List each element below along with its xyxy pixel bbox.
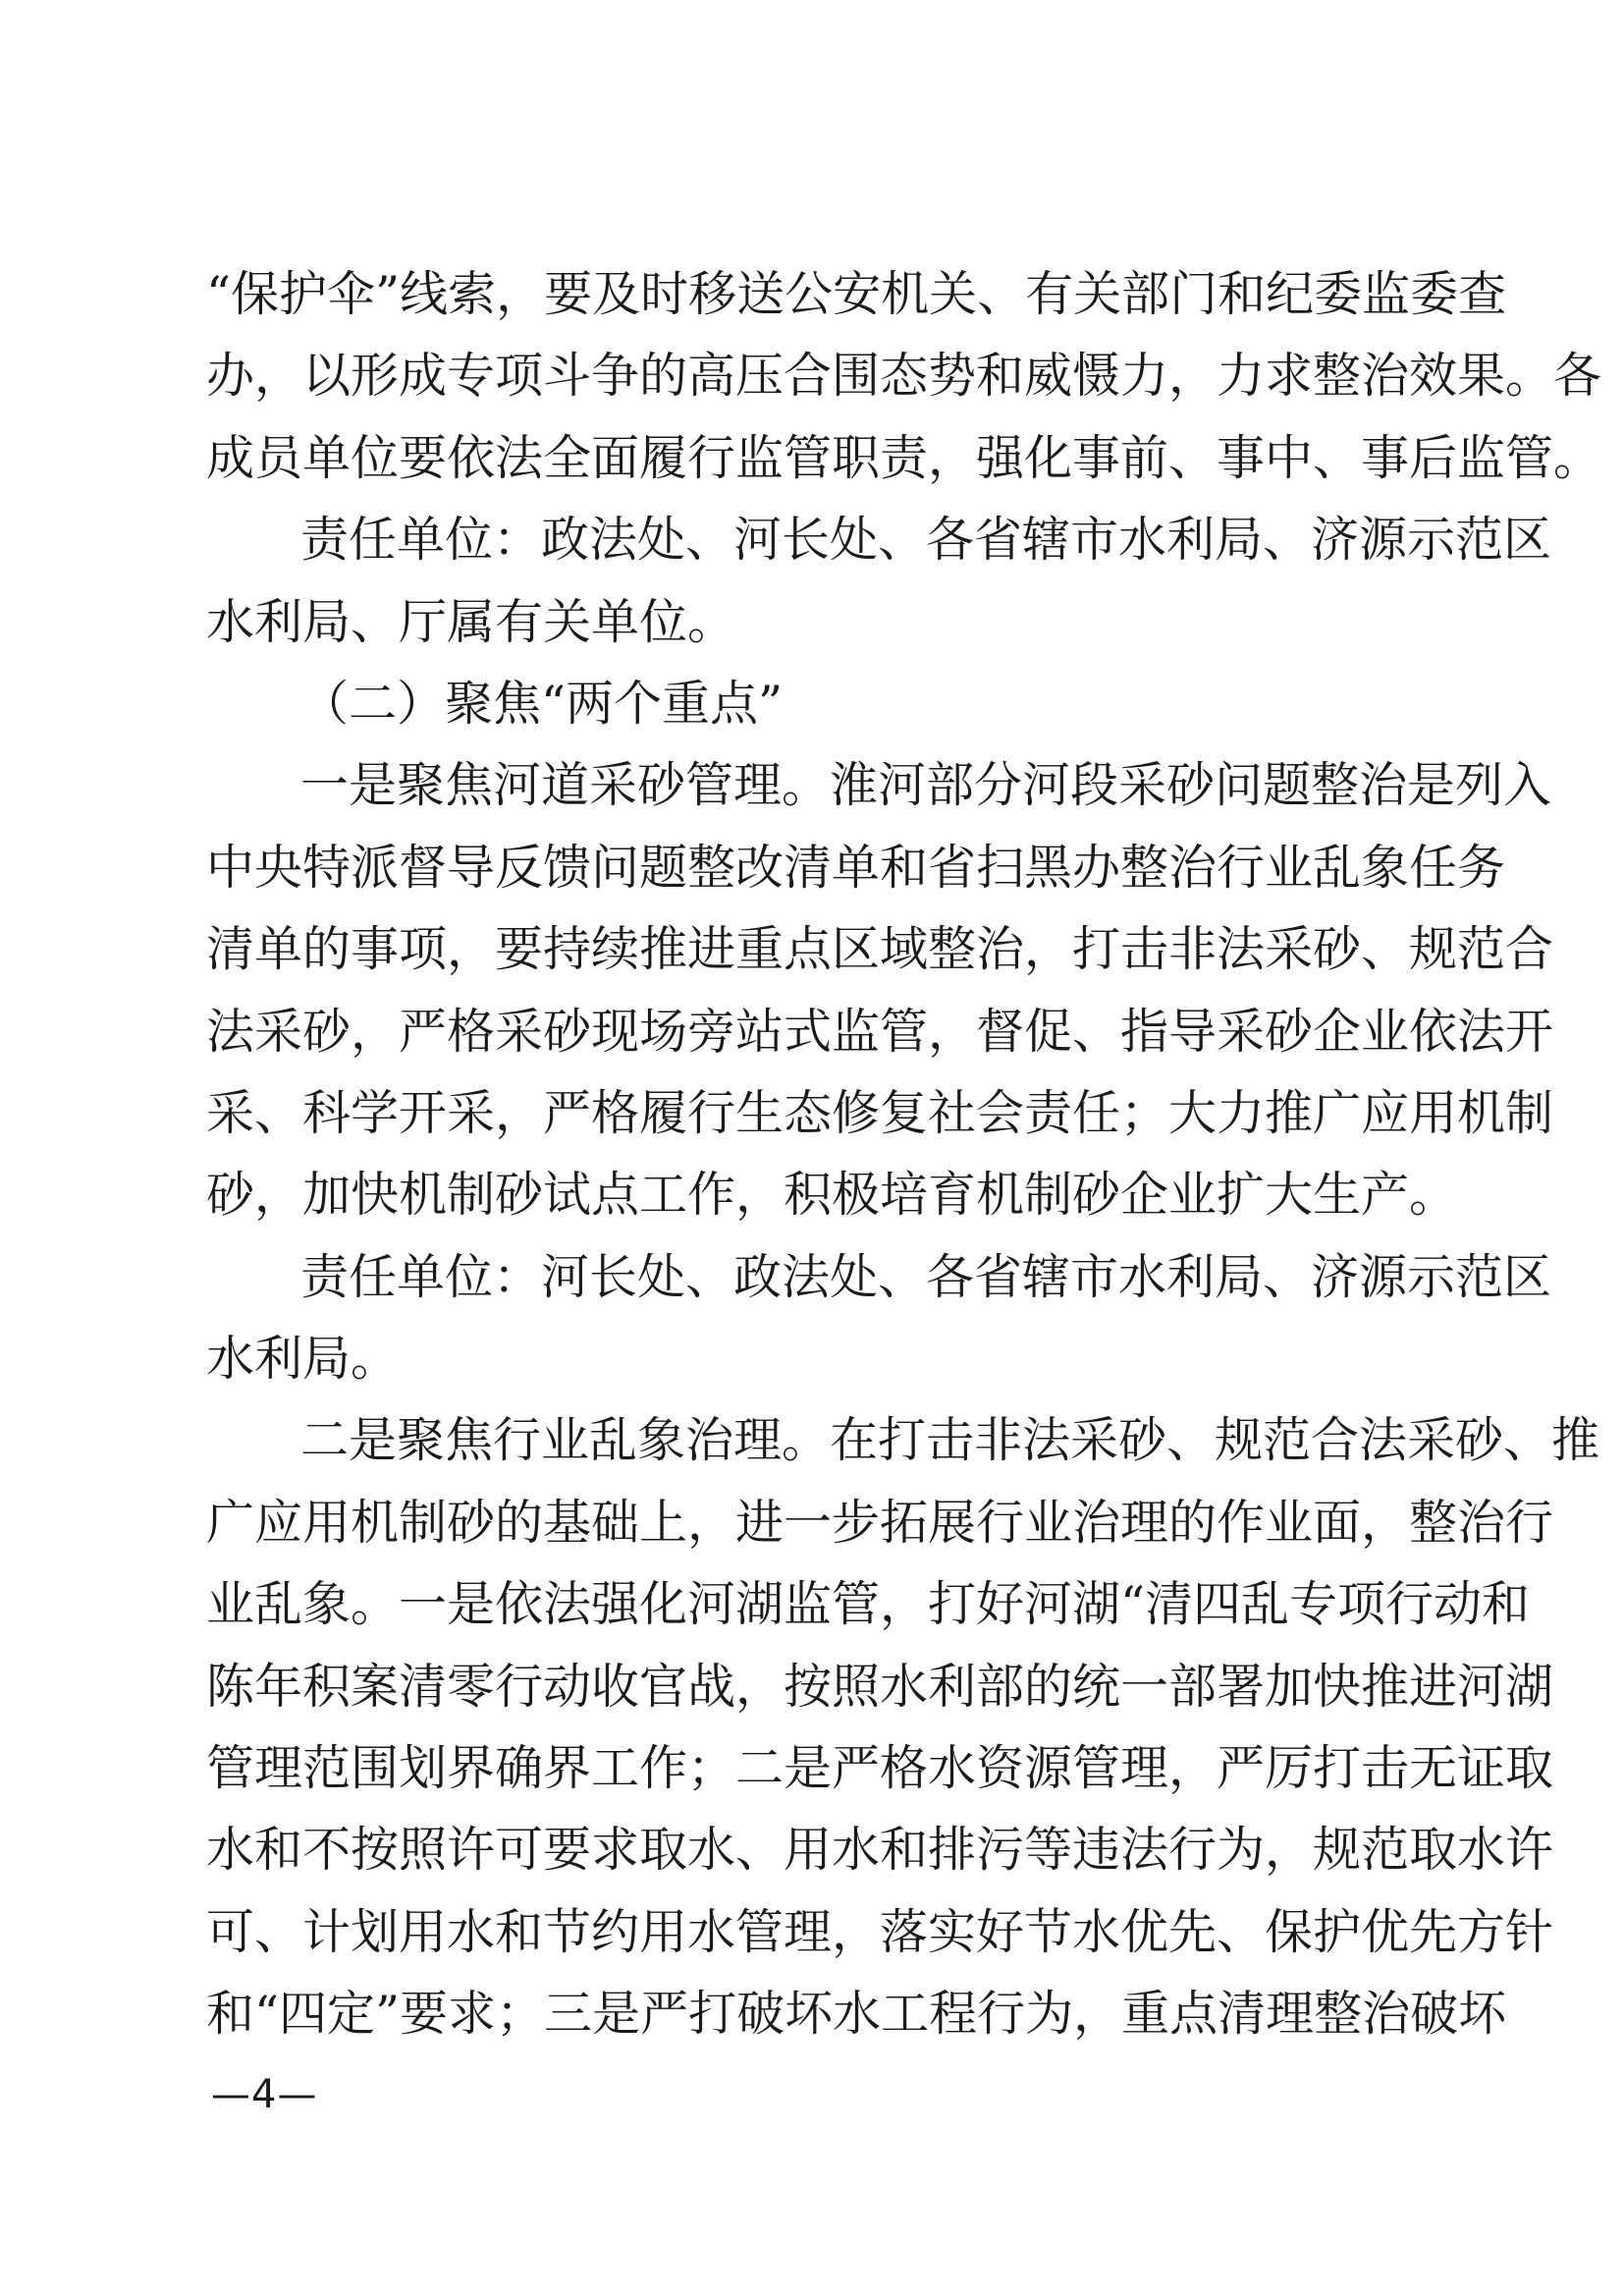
text-line: 采、科学开采，严格履行生态修复社会责任；大力推广应用机制 (206, 1084, 1554, 1141)
text-line: 清单的事项，要持续推进重点区域整治，打击非法采砂、规范合 (206, 921, 1554, 978)
page-number: —4— (211, 2072, 318, 2117)
text-line: 成员单位要依法全面履行监管职责，强化事前、事中、事后监管。 (206, 429, 1602, 486)
text-line: 办，以形成专项斗争的高压合围态势和威慑力，力求整治效果。各 (206, 348, 1602, 405)
text-line: 陈年积案清零行动收官战，按照水利部的统一部署加快推进河湖 (206, 1658, 1554, 1715)
text-line: 业乱象。一是依法强化河湖监管，打好河湖“清四乱专项行动和 (206, 1576, 1531, 1633)
document-body (206, 253, 1602, 2055)
text-line: 水利局。 (206, 1331, 400, 1388)
text-line: 水利局、厅属有关单位。 (206, 593, 736, 650)
text-line: 砂，加快机制砂试点工作，积极培育机制砂企业扩大生产。 (206, 1167, 1458, 1224)
text-line: 可、计划用水和节约用水管理，落实好节水优先、保护优先方针 (206, 1903, 1554, 1960)
responsibility-line: 责任单位：河长处、政法处、各省辖市水利局、济源示范区 (300, 1248, 1552, 1305)
text-line: 管理范围划界确界工作；二是严格水资源管理，严厉打击无证取 (206, 1740, 1554, 1797)
paragraph-start-line: 二是聚焦行业乱象治理。在打击非法采砂、规范合法采砂、推 (300, 1412, 1600, 1469)
text-line: 法采砂，严格采砂现场旁站式监管，督促、指导采砂企业依法开 (206, 1003, 1554, 1060)
text-line: 水和不按照许可要求取水、用水和排污等违法行为，规范取水许 (206, 1822, 1554, 1879)
text-line: 广应用机制砂的基础上，进一步拓展行业治理的作业面，整治行 (206, 1494, 1554, 1551)
text-line: 中央特派督导反馈问题整改清单和省扫黑办整治行业乱象任务 (206, 839, 1506, 896)
text-line: “保护伞”线索，要及时移送公安机关、有关部门和纪委监委查 (206, 266, 1507, 322)
responsibility-line: 责任单位：政法处、河长处、各省辖市水利局、济源示范区 (300, 512, 1552, 569)
section-heading: （二）聚焦“两个重点” (300, 675, 784, 732)
text-line: 和“四定”要求；三是严打破坏水工程行为，重点清理整治破坏 (206, 1986, 1507, 2043)
paragraph-start-line: 一是聚焦河道采砂管理。淮河部分河段采砂问题整治是列入 (300, 757, 1552, 814)
